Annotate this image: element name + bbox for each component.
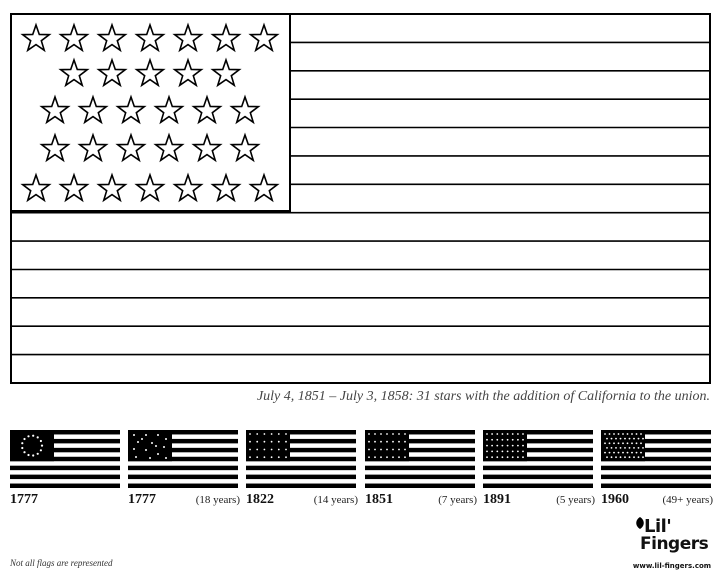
mini-star bbox=[374, 456, 376, 458]
mini-star bbox=[249, 449, 251, 451]
mini-star bbox=[157, 434, 159, 436]
mini-star bbox=[135, 456, 137, 458]
mini-star bbox=[636, 452, 638, 454]
mini-flag-graphic bbox=[246, 430, 356, 488]
mini-flag-graphic bbox=[365, 430, 475, 488]
mini-star bbox=[604, 442, 606, 444]
mini-star bbox=[507, 439, 509, 441]
mini-star bbox=[392, 433, 394, 435]
mini-star bbox=[640, 442, 642, 444]
mini-star bbox=[486, 445, 488, 447]
mini-star bbox=[633, 456, 635, 458]
mini-star bbox=[606, 447, 608, 449]
mini-star bbox=[271, 449, 273, 451]
mini-star bbox=[145, 449, 147, 451]
mini-star bbox=[486, 456, 488, 458]
flag-duration: (14 years) bbox=[313, 494, 358, 506]
mini-star bbox=[486, 439, 488, 441]
mini-star bbox=[640, 433, 642, 435]
mini-star bbox=[496, 445, 498, 447]
mini-canton bbox=[10, 430, 54, 461]
mini-star bbox=[512, 439, 514, 441]
history-flag bbox=[10, 430, 122, 507]
mini-star bbox=[37, 453, 39, 455]
mini-stripe bbox=[10, 466, 120, 470]
mini-star bbox=[502, 439, 504, 441]
mini-star bbox=[624, 456, 626, 458]
history-flag bbox=[128, 430, 240, 507]
mini-star bbox=[631, 442, 633, 444]
mini-star bbox=[627, 433, 629, 435]
mini-star bbox=[133, 434, 135, 436]
mini-stripe bbox=[601, 466, 711, 470]
mini-star bbox=[278, 433, 280, 435]
mini-star bbox=[27, 454, 29, 456]
logo-line1: Lil' bbox=[644, 516, 672, 537]
flag-year: 1822 bbox=[246, 492, 274, 507]
flag-duration: (5 years) bbox=[556, 494, 595, 506]
mini-star bbox=[638, 438, 640, 440]
mini-star bbox=[491, 439, 493, 441]
mini-star bbox=[368, 456, 370, 458]
mini-stripe bbox=[128, 466, 238, 470]
mini-star bbox=[633, 447, 635, 449]
mini-star bbox=[264, 449, 266, 451]
flag-year: 1777 bbox=[10, 492, 38, 507]
mini-star bbox=[604, 452, 606, 454]
mini-star bbox=[624, 438, 626, 440]
mini-star bbox=[512, 451, 514, 453]
mini-star bbox=[613, 442, 615, 444]
mini-star bbox=[512, 445, 514, 447]
mini-star bbox=[165, 438, 167, 440]
mini-star bbox=[256, 449, 258, 451]
mini-star bbox=[522, 445, 524, 447]
mini-star bbox=[640, 452, 642, 454]
mini-star bbox=[374, 441, 376, 443]
mini-star bbox=[627, 442, 629, 444]
mini-star bbox=[368, 441, 370, 443]
mini-star bbox=[522, 451, 524, 453]
mini-star bbox=[620, 447, 622, 449]
mini-star bbox=[386, 441, 388, 443]
mini-star bbox=[507, 433, 509, 435]
mini-stripe bbox=[10, 475, 120, 479]
mini-star bbox=[398, 449, 400, 451]
mini-flag-graphic bbox=[601, 430, 711, 488]
mini-star bbox=[636, 433, 638, 435]
mini-star bbox=[622, 442, 624, 444]
mini-stripe bbox=[10, 484, 120, 488]
mini-flag-graphic bbox=[128, 430, 238, 488]
mini-star bbox=[256, 441, 258, 443]
mini-star bbox=[404, 456, 406, 458]
mini-stripe bbox=[483, 484, 593, 488]
mini-star bbox=[502, 456, 504, 458]
mini-star bbox=[502, 451, 504, 453]
mini-star bbox=[611, 456, 613, 458]
mini-star bbox=[249, 441, 251, 443]
mini-star bbox=[256, 433, 258, 435]
mini-star bbox=[507, 445, 509, 447]
mini-star bbox=[629, 447, 631, 449]
flag-year: 1851 bbox=[365, 492, 393, 507]
mini-star bbox=[40, 449, 42, 451]
mini-star bbox=[622, 452, 624, 454]
logo-url: www.lil-fingers.com bbox=[632, 562, 712, 570]
mini-star bbox=[278, 449, 280, 451]
mini-star bbox=[618, 452, 620, 454]
mini-flag-graphic bbox=[483, 430, 593, 488]
mini-star bbox=[631, 433, 633, 435]
mini-star bbox=[285, 449, 287, 451]
mini-star bbox=[627, 452, 629, 454]
mini-star bbox=[512, 433, 514, 435]
history-flag bbox=[483, 430, 595, 507]
mini-star bbox=[606, 438, 608, 440]
mini-star bbox=[622, 433, 624, 435]
mini-star bbox=[368, 433, 370, 435]
logo-line2: Fingers bbox=[640, 534, 709, 554]
mini-star bbox=[392, 441, 394, 443]
mini-star bbox=[264, 441, 266, 443]
mini-star bbox=[609, 442, 611, 444]
mini-stripe bbox=[483, 475, 593, 479]
mini-star bbox=[264, 456, 266, 458]
mini-star bbox=[386, 456, 388, 458]
flag-year: 1777 bbox=[128, 492, 156, 507]
mini-star bbox=[285, 441, 287, 443]
mini-star bbox=[249, 433, 251, 435]
mini-star bbox=[249, 456, 251, 458]
mini-star bbox=[491, 451, 493, 453]
history-flag bbox=[601, 430, 713, 507]
mini-star bbox=[27, 435, 29, 437]
mini-star bbox=[642, 456, 644, 458]
mini-star bbox=[517, 456, 519, 458]
mini-stripe bbox=[601, 484, 711, 488]
mini-star bbox=[271, 433, 273, 435]
mini-star bbox=[624, 447, 626, 449]
mini-star bbox=[23, 451, 25, 453]
mini-star bbox=[629, 456, 631, 458]
mini-star bbox=[642, 447, 644, 449]
mini-stripe bbox=[601, 475, 711, 479]
mini-flag-graphic bbox=[10, 430, 120, 488]
mini-star bbox=[507, 451, 509, 453]
mini-stripe bbox=[483, 466, 593, 470]
mini-star bbox=[264, 433, 266, 435]
flag-duration: (7 years) bbox=[438, 494, 477, 506]
flag-year: 1891 bbox=[483, 492, 511, 507]
history-flag bbox=[246, 430, 358, 507]
mini-star bbox=[285, 433, 287, 435]
mini-star bbox=[368, 449, 370, 451]
mini-star bbox=[522, 433, 524, 435]
mini-star bbox=[502, 445, 504, 447]
mini-star bbox=[615, 438, 617, 440]
mini-star bbox=[151, 442, 153, 444]
mini-star bbox=[392, 449, 394, 451]
mini-star bbox=[491, 445, 493, 447]
mini-star bbox=[517, 433, 519, 435]
mini-star bbox=[512, 456, 514, 458]
mini-star bbox=[404, 449, 406, 451]
mini-stripe bbox=[365, 475, 475, 479]
mini-stripe bbox=[128, 475, 238, 479]
mini-stripe bbox=[246, 466, 356, 470]
mini-star bbox=[157, 453, 159, 455]
lil-fingers-logo bbox=[632, 514, 712, 574]
mini-star bbox=[522, 456, 524, 458]
mini-stripe bbox=[365, 466, 475, 470]
mini-star bbox=[380, 449, 382, 451]
mini-canton bbox=[246, 430, 290, 461]
flag-caption: July 4, 1851 – July 3, 1858: 31 stars with the addition of California to the union. bbox=[256, 389, 710, 404]
mini-star bbox=[278, 456, 280, 458]
mini-star bbox=[398, 433, 400, 435]
mini-star bbox=[486, 451, 488, 453]
mini-star bbox=[278, 441, 280, 443]
mini-star bbox=[404, 441, 406, 443]
mini-star bbox=[386, 449, 388, 451]
mini-star bbox=[137, 441, 139, 443]
mini-star bbox=[613, 452, 615, 454]
mini-star bbox=[380, 441, 382, 443]
mini-star bbox=[631, 452, 633, 454]
mini-star bbox=[629, 438, 631, 440]
mini-star bbox=[271, 441, 273, 443]
mini-star bbox=[404, 433, 406, 435]
mini-star bbox=[256, 456, 258, 458]
mini-star bbox=[21, 442, 23, 444]
mini-star bbox=[620, 456, 622, 458]
mini-star bbox=[517, 439, 519, 441]
mini-star bbox=[636, 442, 638, 444]
mini-star bbox=[507, 456, 509, 458]
mini-canton bbox=[483, 430, 527, 461]
mini-star bbox=[496, 456, 498, 458]
mini-star bbox=[23, 438, 25, 440]
mini-stripe bbox=[246, 475, 356, 479]
mini-star bbox=[486, 433, 488, 435]
mini-star bbox=[165, 457, 167, 459]
mini-star bbox=[149, 457, 151, 459]
mini-star bbox=[633, 438, 635, 440]
mini-star bbox=[380, 433, 382, 435]
mini-star bbox=[496, 439, 498, 441]
mini-star bbox=[609, 452, 611, 454]
mini-star bbox=[638, 447, 640, 449]
mini-star bbox=[163, 446, 165, 448]
footnote: Not all flags are represented bbox=[10, 558, 113, 568]
flag-duration: (18 years) bbox=[195, 494, 240, 506]
mini-star bbox=[522, 439, 524, 441]
mini-star bbox=[271, 456, 273, 458]
mini-star bbox=[638, 456, 640, 458]
mini-star bbox=[611, 438, 613, 440]
mini-star bbox=[491, 433, 493, 435]
mini-star bbox=[491, 456, 493, 458]
mini-star bbox=[496, 451, 498, 453]
history-flag bbox=[365, 430, 477, 507]
mini-stripe bbox=[365, 484, 475, 488]
mini-star bbox=[618, 433, 620, 435]
mini-star bbox=[37, 436, 39, 438]
mini-star bbox=[398, 441, 400, 443]
mini-star bbox=[517, 451, 519, 453]
mini-star bbox=[604, 433, 606, 435]
flag-year: 1960 bbox=[601, 492, 629, 507]
flag-duration: (49+ years) bbox=[662, 494, 713, 506]
mini-star bbox=[496, 433, 498, 435]
mini-star bbox=[145, 434, 147, 436]
mini-star bbox=[620, 438, 622, 440]
mini-star bbox=[141, 438, 143, 440]
mini-star bbox=[155, 445, 157, 447]
mini-star bbox=[615, 447, 617, 449]
mini-stripe bbox=[246, 484, 356, 488]
mini-star bbox=[380, 456, 382, 458]
mini-star bbox=[32, 454, 34, 456]
mini-star bbox=[611, 447, 613, 449]
mini-star bbox=[606, 456, 608, 458]
large-flag-outline bbox=[10, 13, 711, 384]
mini-star bbox=[21, 447, 23, 449]
mini-star bbox=[618, 442, 620, 444]
mini-star bbox=[615, 456, 617, 458]
mini-star bbox=[374, 433, 376, 435]
mini-star bbox=[517, 445, 519, 447]
mini-star bbox=[133, 448, 135, 450]
mini-star bbox=[32, 435, 34, 437]
mini-stripe bbox=[128, 484, 238, 488]
mini-star bbox=[41, 445, 43, 447]
mini-star bbox=[374, 449, 376, 451]
mini-star bbox=[285, 456, 287, 458]
mini-star bbox=[392, 456, 394, 458]
mini-star bbox=[609, 433, 611, 435]
mini-star bbox=[502, 433, 504, 435]
mini-star bbox=[398, 456, 400, 458]
mini-star bbox=[642, 438, 644, 440]
mini-star bbox=[613, 433, 615, 435]
mini-star bbox=[40, 440, 42, 442]
mini-star bbox=[386, 433, 388, 435]
